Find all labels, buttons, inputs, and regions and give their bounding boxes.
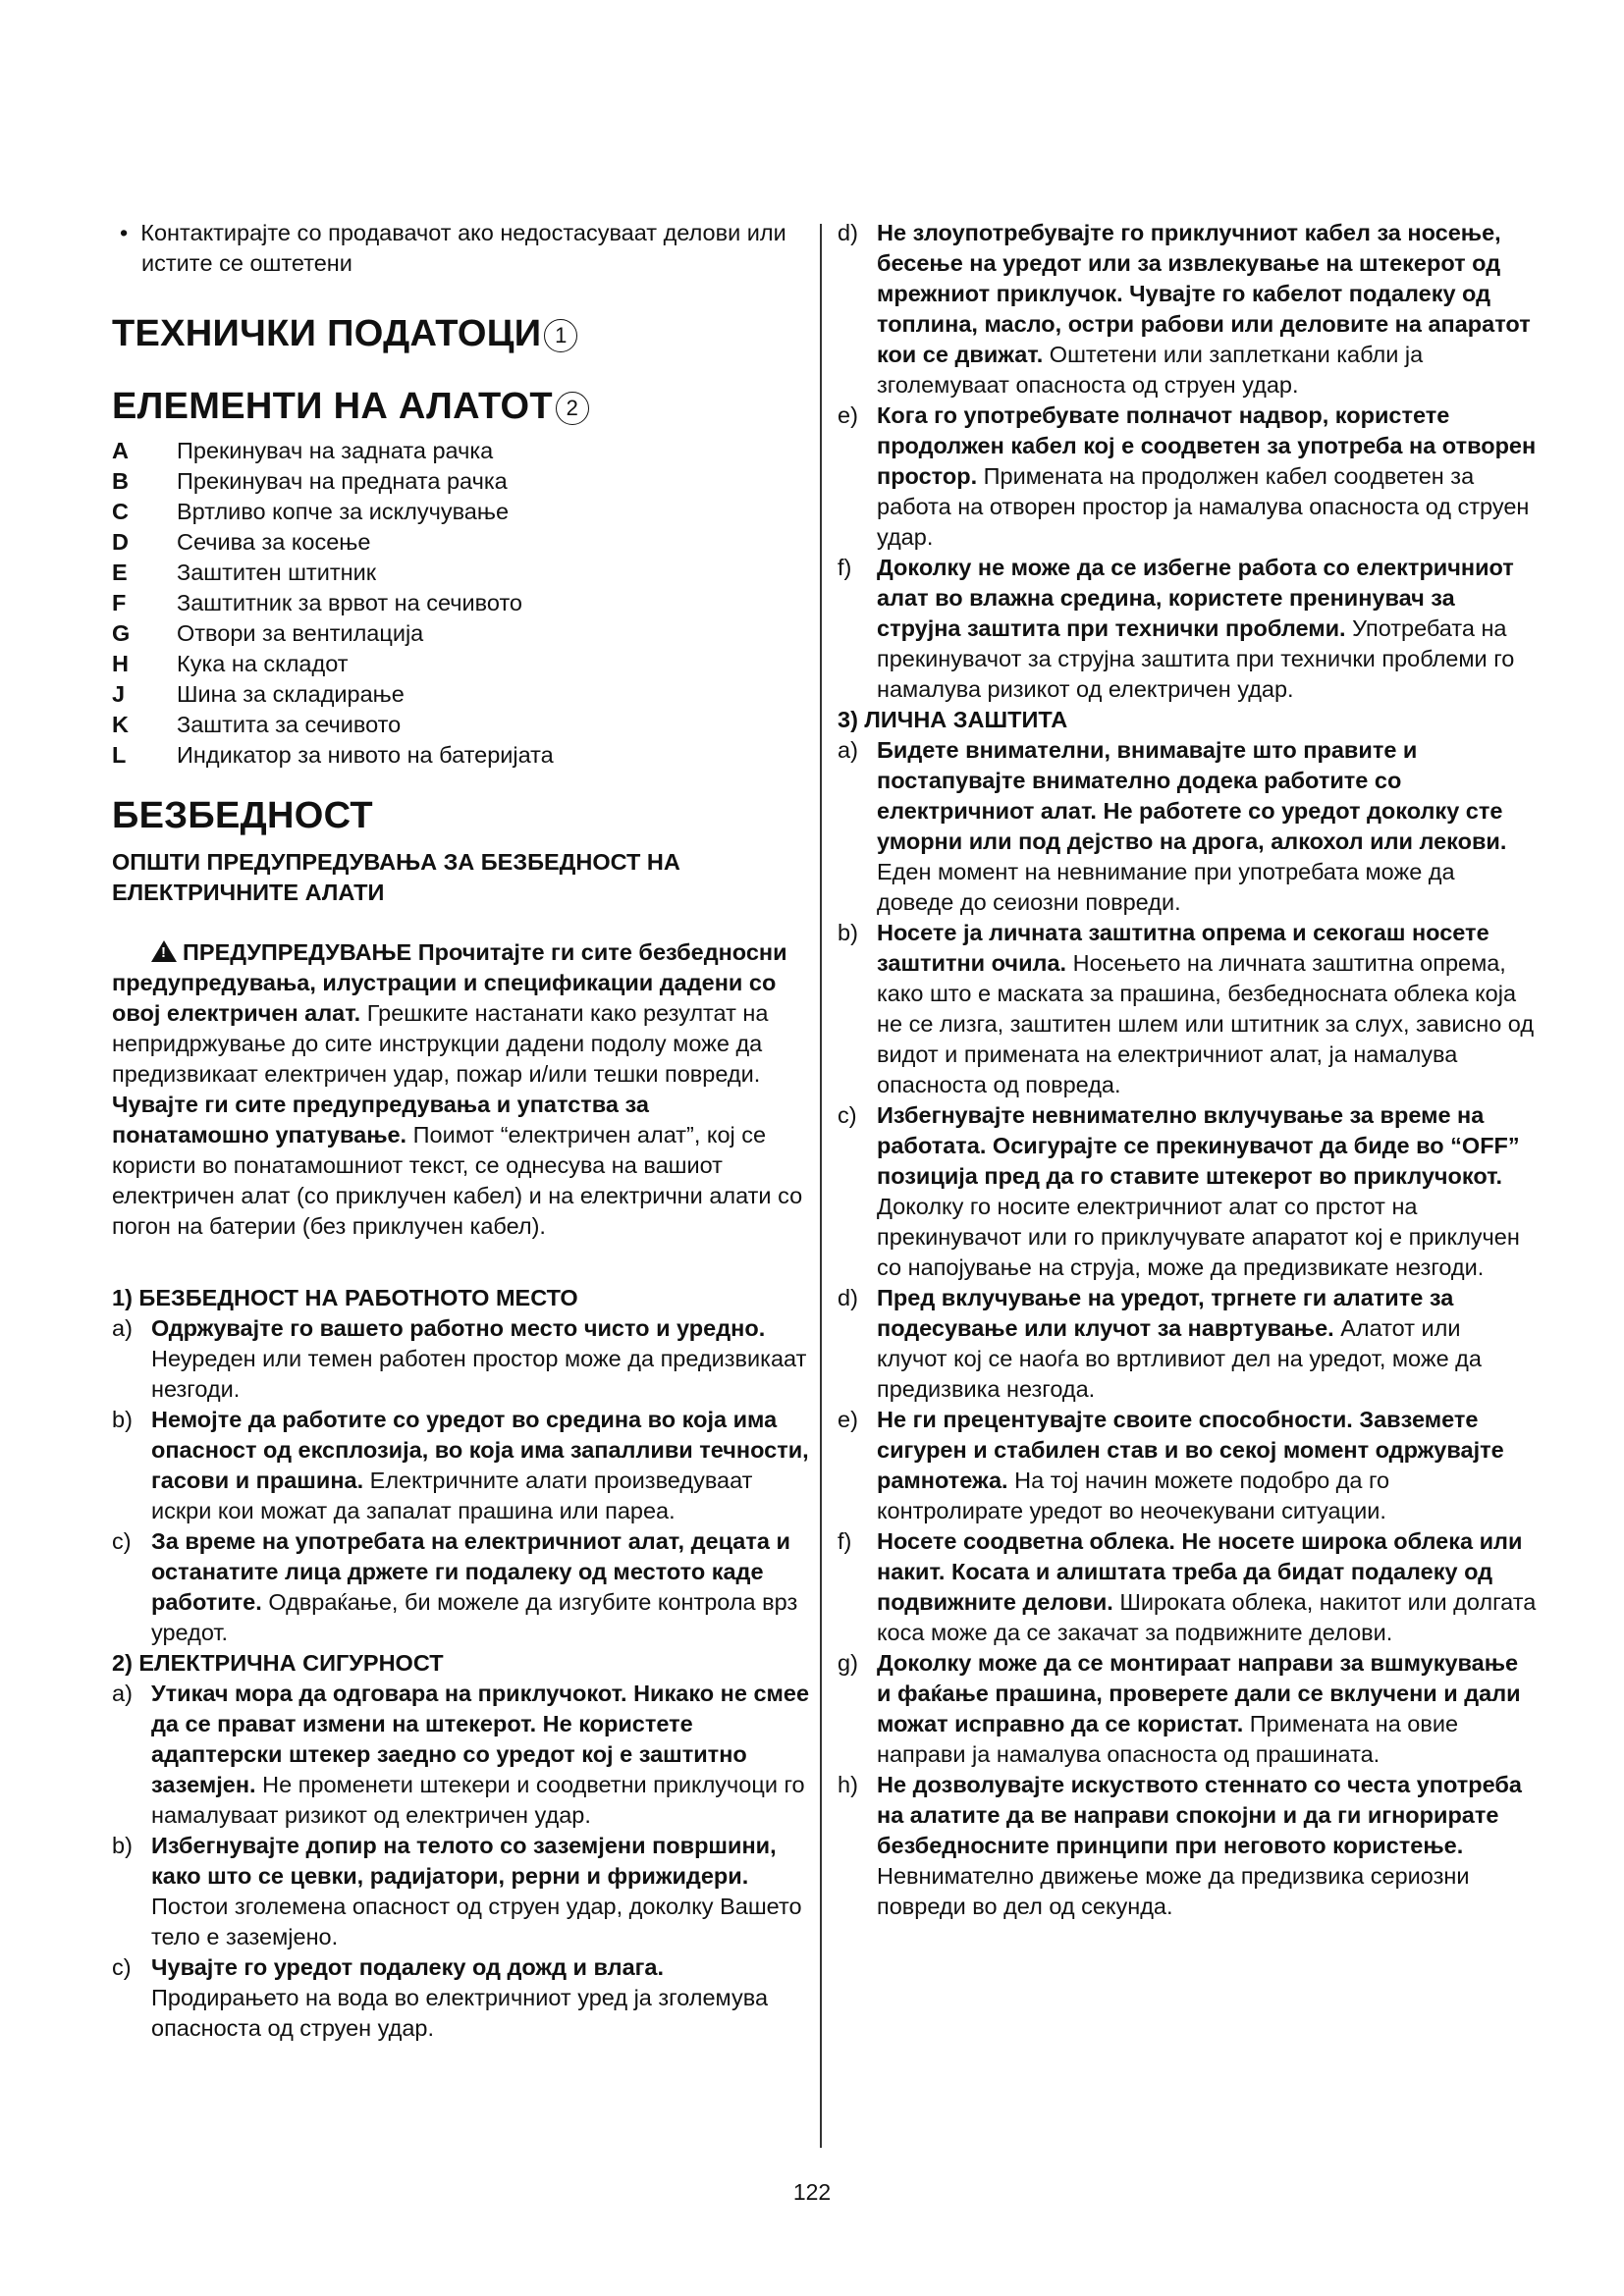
safety-item xyxy=(838,1283,1537,1405)
item-marker: h) xyxy=(838,1772,858,1797)
sec1-heading: 1) БЕЗБЕДНОСТ НА РАБОТНОТО МЕСТО xyxy=(112,1285,578,1310)
item-marker: f) xyxy=(838,1528,852,1554)
general-warnings-heading: ОПШТИ ПРЕДУПРЕДУВАЊА ЗА БЕЗБЕДНОСТ НА ЕЛЕКТРИЧНИТЕ АЛАТИ xyxy=(112,849,680,905)
element-key: A xyxy=(112,438,129,463)
item-bold-text: Бидете внимателни, внимавајте што правите и постапувајте внимателно додека работите со електричниот алат. Не работете со уредот доколку сте уморни или под дејство на дрога, алкохол или лекови. xyxy=(877,737,1507,854)
element-label: Сечива за косење xyxy=(177,529,371,555)
safety-item xyxy=(838,918,1537,1100)
element-row xyxy=(112,740,811,771)
sec3-list xyxy=(838,735,1537,1922)
element-key: F xyxy=(112,590,127,615)
sec2-list xyxy=(112,1679,811,2044)
element-row xyxy=(112,710,811,740)
element-label: Отвори за вентилација xyxy=(177,620,424,646)
item-bold-text: Носете соодветна облека. Не носете широка облека или накит. Косата и алиштата треба да бидат подалеку од подвижните делови. xyxy=(877,1528,1523,1615)
safety-item xyxy=(838,1770,1537,1922)
item-text: На тој начин можете подобро да го контролирате уредот во неочекувани ситуации. xyxy=(877,1468,1390,1523)
item-text: Електричните алати произведуваат искри кои можат да запалат прашина или пареа. xyxy=(151,1468,753,1523)
item-bold-text: Не ги прецентувајте своите способности. Завземете сигурен и стабилен став и во секој момент одржувајте рамнотежа. xyxy=(877,1407,1504,1493)
item-text: Оштетени или заплеткани кабли ја зголемуваат опасноста од струен удар. xyxy=(877,342,1424,398)
item-bold-text: Избегнувајте невнимателно вклучување за време на работата. Осигурајте се прекинувачот да биде во “OFF” позиција пред да го ставите штекерот во приклучокот. xyxy=(877,1102,1520,1189)
warning-paragraph: !ПРЕДУПРЕДУВАЊЕ Прочитајте ги сите безбедносни предупредувања, илустрации и спецификации дадени со овој електричен алат. Грешките настанати како резултат на непридржување до сите инструкции дадени подолу може да предизвикаат електричен удар, пожар и/или тешки повреди. Чувајте ги сите предупредувања и упатства за понатамошно упатување. Поимот “електричен алат”, кој се користи во понатамошниот текст, се однесува на вашиот електричен алат (со приклучен кабел) и на електрични алати со погон на батерии (без приклучен кабел). xyxy=(112,937,811,1242)
element-key: K xyxy=(112,712,129,737)
item-text: Еден момент на невнимание при употребата може да доведе до сеиозни повреди. xyxy=(877,859,1455,915)
element-key: J xyxy=(112,681,126,707)
item-marker: c) xyxy=(112,1528,132,1554)
item-bold-text: Носете ја личната заштитна опрема и секогаш носете заштитни очила. xyxy=(877,920,1489,976)
element-row xyxy=(112,618,811,649)
element-row xyxy=(112,588,811,618)
element-label: Прекинувач на предната рачка xyxy=(177,468,508,494)
element-row xyxy=(112,436,811,466)
element-row xyxy=(112,558,811,588)
item-text: Доколку го носите електричниот алат со прстот на прекинувачот или го приклучувате апаратот кој е приклучен со напојување на струја, може да предизвикате незгоди. xyxy=(877,1194,1520,1280)
item-text: Продирањето на вода во електричниот уред ја зголемува опасноста од струен удар. xyxy=(151,1985,769,2041)
item-marker: g) xyxy=(838,1650,858,1676)
element-label: Кука на складот xyxy=(177,651,349,676)
column-divider xyxy=(820,224,822,2148)
item-marker: c) xyxy=(112,1954,132,1980)
item-marker: b) xyxy=(112,1407,133,1432)
element-row xyxy=(112,679,811,710)
elements-heading: ЕЛЕМЕНТИ НА АЛАТОТ 2 xyxy=(112,385,811,428)
figure-ref-1: 1 xyxy=(544,319,577,352)
sec3-heading: 3) ЛИЧНА ЗАШТИТА xyxy=(838,707,1068,732)
item-bold-text: Пред вклучување на уредот, тргнете ги алатите за подесување или клучот за навртување. xyxy=(877,1285,1454,1341)
element-key: C xyxy=(112,499,129,524)
element-label: Заштитен штитник xyxy=(177,560,376,585)
warning-triangle-icon xyxy=(151,940,177,962)
sec2-list-continued xyxy=(838,218,1537,705)
item-marker: e) xyxy=(838,402,858,428)
item-text: Носењето на личната заштитна опрема, како што е маската за прашина, безбедносната облека која не се лизга, заштитен шлем или штитник за слух, зависно од видот и примената на електричниот алат, ја намалува опасноста од повреда. xyxy=(877,950,1535,1097)
element-key: H xyxy=(112,651,129,676)
element-row xyxy=(112,497,811,527)
left-column xyxy=(112,218,811,2044)
page-number: 122 xyxy=(792,2179,832,2205)
item-text: Одвраќање, би можеле да изгубите контрола врз уредот. xyxy=(151,1589,798,1645)
item-marker: f) xyxy=(838,555,852,580)
safety-heading: БЕЗБЕДНОСТ xyxy=(112,795,373,836)
element-row xyxy=(112,649,811,679)
safety-item xyxy=(838,218,1537,400)
item-marker: a) xyxy=(112,1315,133,1341)
item-marker: b) xyxy=(838,920,858,945)
item-bold-text: Избегнувајте допир на телото со заземјени површини, како што се цевки, радијатори, рерни и фрижидери. xyxy=(151,1833,777,1889)
element-label: Вртливо копче за исклучување xyxy=(177,499,510,524)
element-row xyxy=(112,527,811,558)
item-text: Невнимателно движење може да предизвика сериозни повреди во дел од секунда. xyxy=(877,1863,1470,1919)
element-key: D xyxy=(112,529,129,555)
right-column xyxy=(838,218,1537,1922)
item-marker: b) xyxy=(112,1833,133,1858)
element-key: B xyxy=(112,468,129,494)
element-row xyxy=(112,466,811,497)
item-bold-text: За време на употребата на електричниот алат, децата и останатите лица држете ги подалеку од местото каде работите. xyxy=(151,1528,790,1615)
element-key: E xyxy=(112,560,128,585)
element-key: G xyxy=(112,620,131,646)
sec2-heading: 2) ЕЛЕКТРИЧНА СИГУРНОСТ xyxy=(112,1650,444,1676)
safety-item xyxy=(838,1648,1537,1770)
safety-item xyxy=(838,1405,1537,1526)
safety-item xyxy=(838,1526,1537,1648)
item-text: Примената на продолжен кабел соодветен за работа на отворен простор ја намалува опасноста од струен удар. xyxy=(877,463,1530,550)
safety-item xyxy=(838,1100,1537,1283)
element-label: Шина за складирање xyxy=(177,681,405,707)
safety-item xyxy=(112,1679,811,1831)
item-marker: d) xyxy=(838,220,858,245)
sec1-list xyxy=(112,1313,811,1648)
safety-item xyxy=(838,735,1537,918)
safety-item xyxy=(112,1313,811,1405)
item-bold-text: Доколку не може да се избегне работа со електричниот алат во влажна средина, користете пренинувач за струјна заштита при технички проблеми. xyxy=(877,555,1514,641)
item-text: Употребата на прекинувачот за струјна заштита при технички проблеми го намалува ризикот од електричен удар. xyxy=(877,615,1515,702)
intro-bullet: • Контактирајте со продавачот ако недостасуваат делови или иститe се оштетени xyxy=(120,220,786,276)
item-text: Не променети штекери и соодветни приклучоци го намалуваат ризикот од електричен удар. xyxy=(151,1772,805,1828)
item-bold-text: Чувајте го уредот подалеку од дожд и влага. xyxy=(151,1954,665,1980)
item-bold-text: Доколку може да се монтираат направи за вшмукување и фаќање прашина, проверете дали се вклучени и дали можат исправно да се користат. xyxy=(877,1650,1521,1736)
element-key: L xyxy=(112,742,127,768)
item-bold-text: Не злоупотребувајте го приклучниот кабел за носење, бесење на уредот или за извлекување на штекерот од мрежниот приклучок. Чувајте го кабелот подалеку од топлина, масло, остри рабови или деловите на апаратот кои се движат. xyxy=(877,220,1531,367)
item-marker: d) xyxy=(838,1285,858,1310)
item-bold-text: Одржувајте го вашето работно место чисто и уредно. xyxy=(151,1315,766,1341)
item-bold-text: Кога го употребувате полначот надвор, користете продолжен кабел кој е соодветен за употреба на отворен простор. xyxy=(877,402,1537,489)
item-text: Примената на овие направи ја намалува опасноста од прашината. xyxy=(877,1711,1459,1767)
item-text: Алатот или клучот кој се наоѓа во вртливиот дел на уредот, може да предизвика незгода. xyxy=(877,1315,1482,1402)
item-bold-text: Немојте да работите со уредот во средина во која има опасност од експлозија, во која има запалливи течности, гасови и прашина. xyxy=(151,1407,809,1493)
item-marker: a) xyxy=(112,1681,133,1706)
safety-item xyxy=(112,1405,811,1526)
item-marker: e) xyxy=(838,1407,858,1432)
item-bold-text: Не дозволувајте искуството стеннато со честа употреба на алатите да ве направи спокојни и да ги игнорирате безбедносните принципи при неговото користење. xyxy=(877,1772,1522,1858)
item-text: Неуреден или темен работен простор може да предизвикаат незгоди. xyxy=(151,1346,807,1402)
figure-ref-2: 2 xyxy=(556,392,589,425)
element-label: Прекинувач на задната рачка xyxy=(177,438,494,463)
element-label: Индикатор за нивото на батеријата xyxy=(177,742,554,768)
item-text: Широката облека, накитот или долгата коса може да се закачат за подвижните делови. xyxy=(877,1589,1537,1645)
safety-item xyxy=(838,553,1537,705)
elements-list xyxy=(112,436,811,771)
item-bold-text: Утикач мора да одговара на приклучокот. Никако не смее да се прават измени на штекерот. Не користете адаптерски штекер заедно со уредот кој е заштитно заземјен. xyxy=(151,1681,810,1797)
safety-item xyxy=(112,1952,811,2044)
safety-item xyxy=(112,1831,811,1952)
element-label: Заштита за сечивото xyxy=(177,712,402,737)
safety-item xyxy=(838,400,1537,553)
element-label: Заштитник за врвот на сечивото xyxy=(177,590,523,615)
tech-data-heading: ТЕХНИЧКИ ПОДАТОЦИ 1 xyxy=(112,312,811,355)
safety-item xyxy=(112,1526,811,1648)
item-text: Постои зголемена опасност од струен удар, доколку Вашето тело е заземјено. xyxy=(151,1894,802,1949)
item-marker: c) xyxy=(838,1102,857,1128)
item-marker: a) xyxy=(838,737,858,763)
